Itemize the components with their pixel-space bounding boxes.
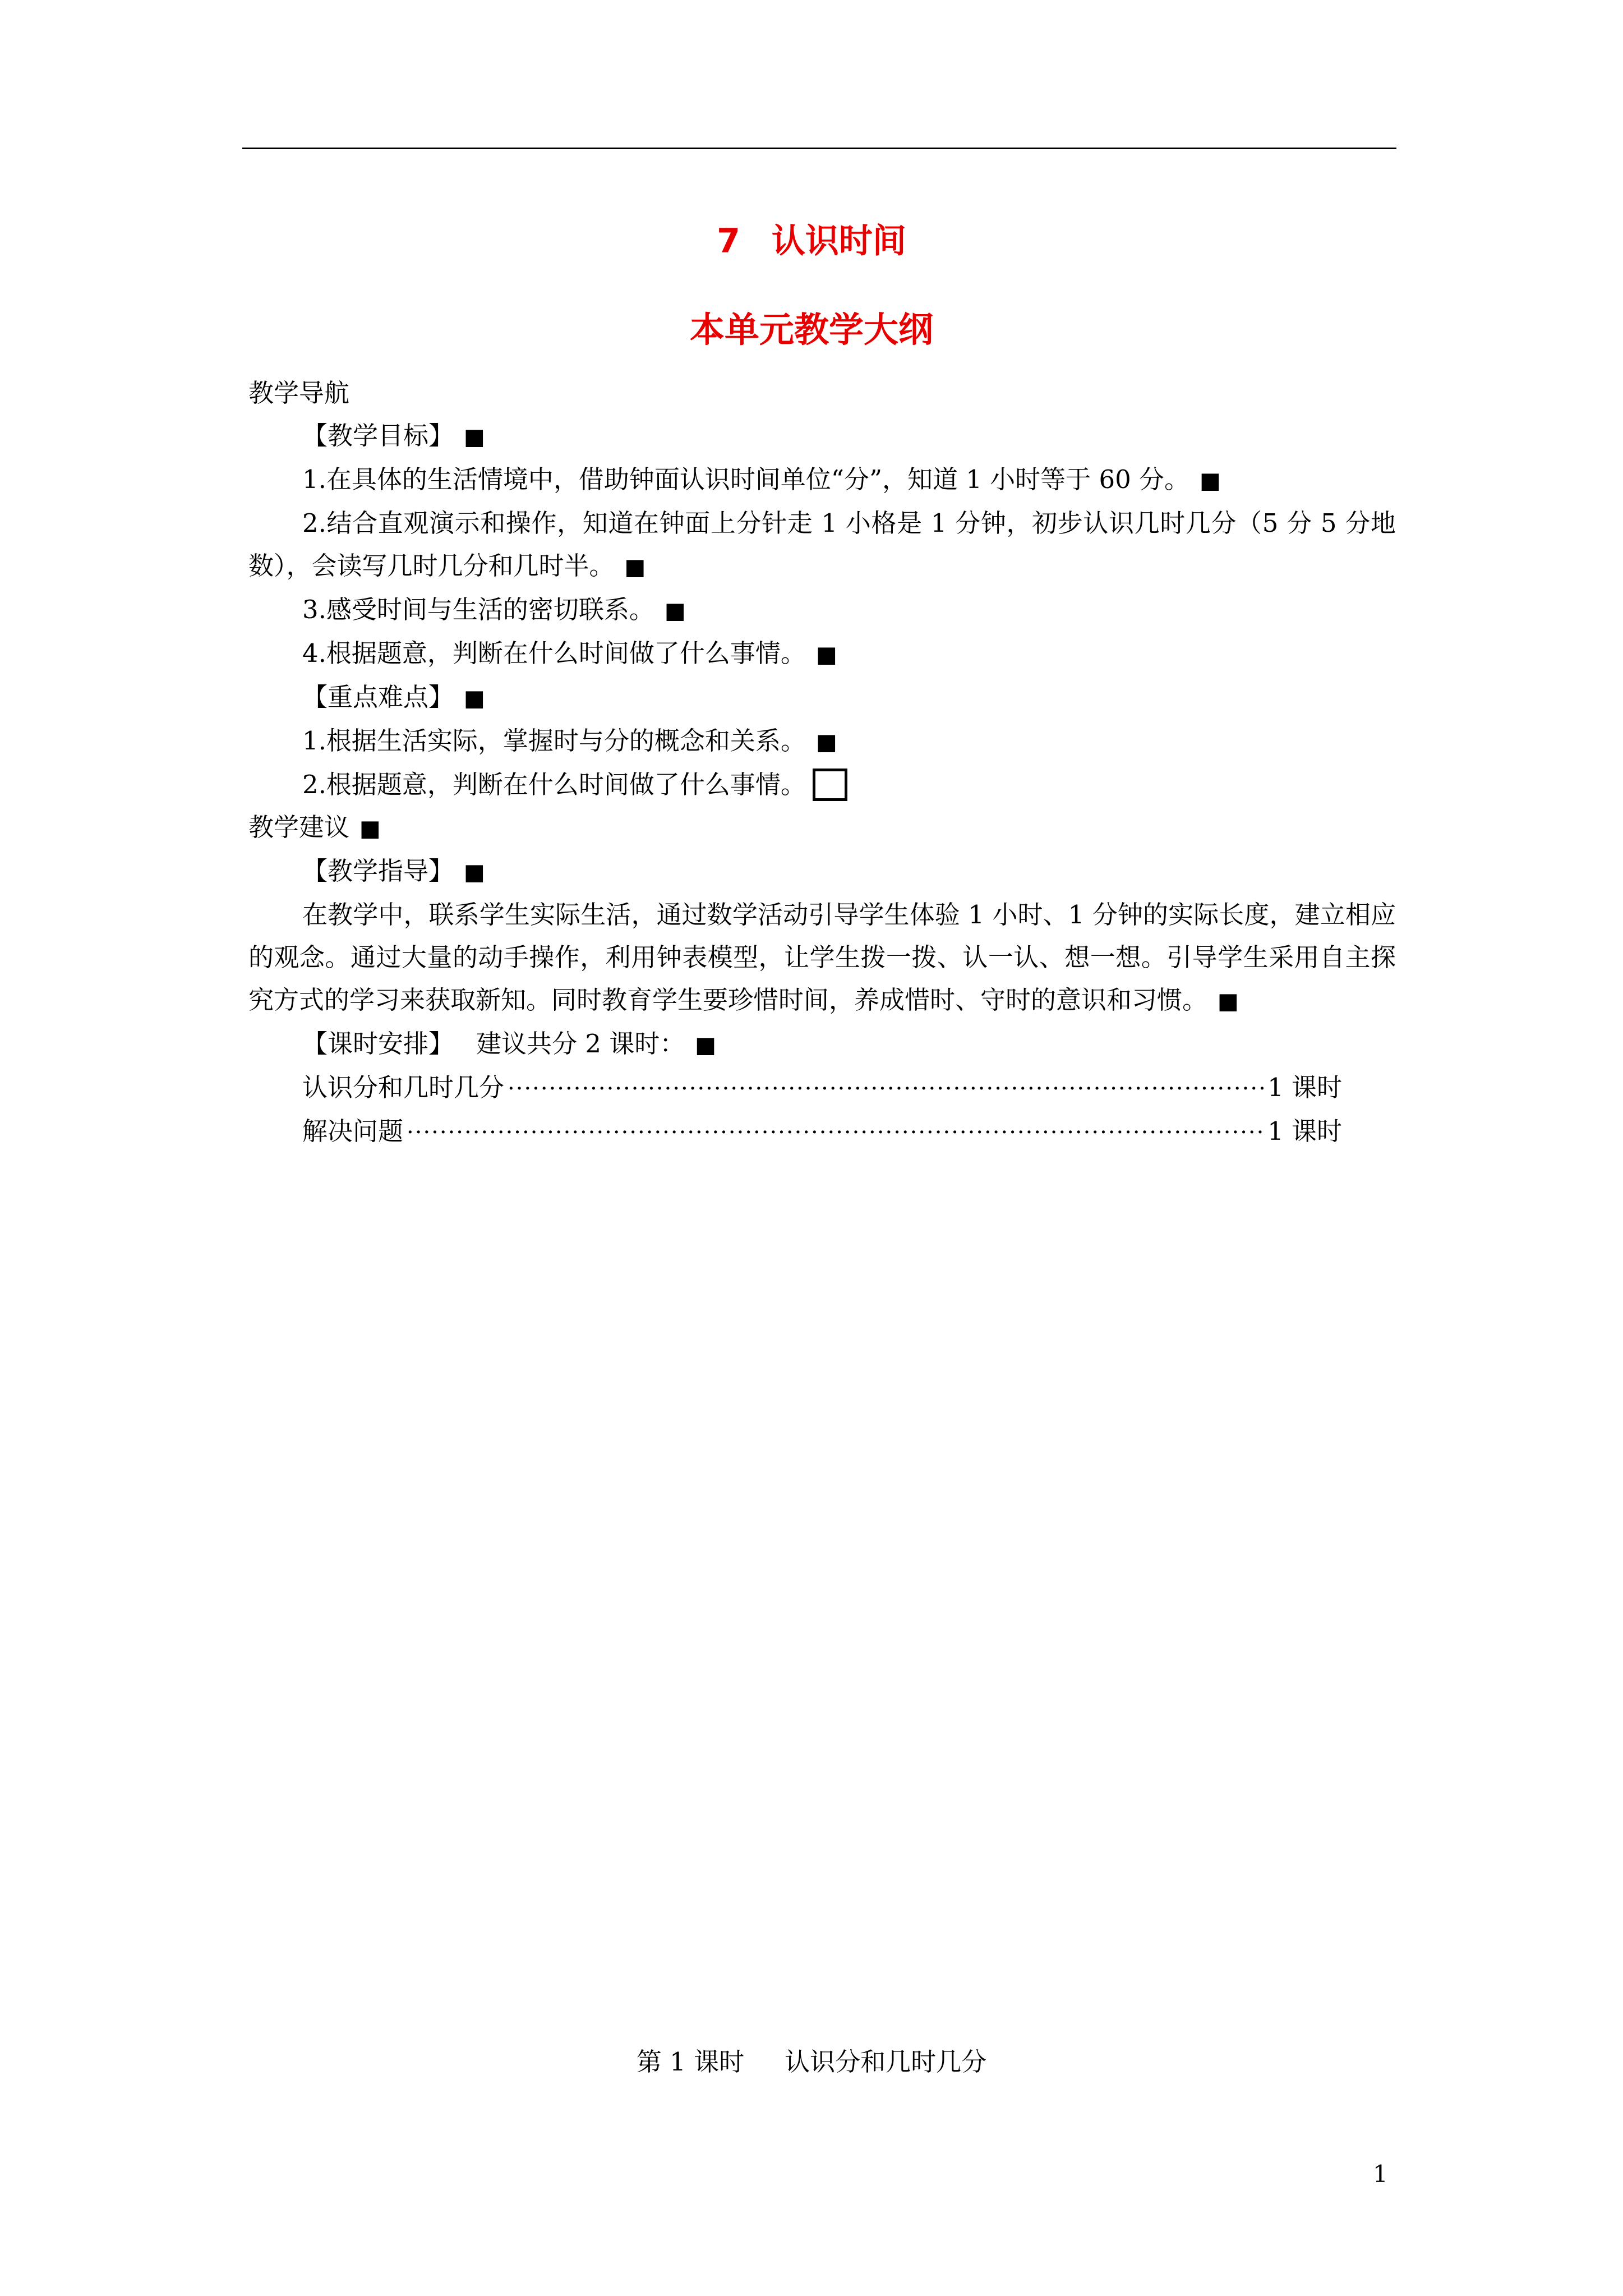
schedule-row <box>248 1110 1342 1154</box>
guidance-paragraph: 在教学中，联系学生实际生活，通过数学活动引导学生体验 1 小时、1 分钟的实际长度，建立相应的观念。通过大量的动手操作，利用钟表模型，让学生拨一拨、认一认、想一想。引导学生采用自主探究方式的学习来获取新知。同时教育学生要珍惜时间，养成惜时、守时的意识和习惯。 ■ <box>248 900 1396 1015</box>
unit-outline-title: 本单元教学大纲 <box>689 309 933 350</box>
chapter-title <box>0 213 1623 269</box>
chapter-number: 7 <box>717 222 740 261</box>
marker-icon: ■ <box>464 424 485 450</box>
goal-item: 4.根据题意，判断在什么时间做了什么事情。 ■ <box>302 638 837 668</box>
dot-leader <box>508 1068 1264 1110</box>
empty-box-icon <box>813 769 847 801</box>
schedule-row-value: 1 课时 <box>1267 1116 1342 1146</box>
marker-icon: ■ <box>664 598 686 624</box>
marker-icon: ■ <box>464 685 485 711</box>
marker-icon: ■ <box>815 729 837 755</box>
chapter-title-text: 认识时间 <box>771 222 906 261</box>
key-point-item: 1.根据生活实际，掌握时与分的概念和关系。 ■ <box>302 726 837 756</box>
schedule-row-label: 认识分和几时几分 <box>302 1073 505 1102</box>
lesson-label: 第 1 课时 <box>636 2047 745 2077</box>
marker-icon: ■ <box>464 859 485 885</box>
key-point-item: 2.根据题意，判断在什么时间做了什么事情。 <box>248 763 1396 806</box>
marker-icon: ■ <box>1200 468 1221 494</box>
dot-leader <box>407 1111 1264 1154</box>
marker-icon: ■ <box>695 1032 717 1058</box>
goals-heading: 【教学目标】 ■ <box>302 421 485 450</box>
section-heading-suggestions: 教学建议 ■ <box>248 812 381 842</box>
goal-item: 2.结合直观演示和操作，知道在钟面上分针走 1 小格是 1 分钟，初步认识几时几分（5 分 5 分地数），会读写几时几分和几时半。 ■ <box>248 508 1396 581</box>
schedule-row-label: 解决问题 <box>302 1116 404 1146</box>
document-body <box>248 372 1396 1154</box>
section-heading-navigation: 教学导航 <box>248 378 350 408</box>
guidance-heading: 【教学指导】 ■ <box>302 856 485 886</box>
lesson-title: 认识分和几时几分 <box>785 2047 987 2077</box>
lesson-heading <box>0 2041 1623 2083</box>
marker-icon: ■ <box>624 554 646 580</box>
schedule-note: 建议共分 2 课时： <box>476 1029 685 1059</box>
goal-item: 3.感受时间与生活的密切联系。 ■ <box>302 595 686 624</box>
marker-icon: ■ <box>359 816 381 841</box>
schedule-row <box>248 1066 1342 1110</box>
key-points-heading: 【重点难点】 ■ <box>302 682 485 712</box>
goal-item: 1.在具体的生活情境中，借助钟面认识时间单位“分”，知道 1 小时等于 60 分。 ■ <box>302 464 1221 494</box>
page-number: 1 <box>1373 2160 1388 2188</box>
schedule-heading: 【课时安排】 建议共分 2 课时： ■ <box>302 1029 717 1059</box>
marker-icon: ■ <box>815 642 837 668</box>
header-rule <box>242 148 1396 149</box>
schedule-row-value: 1 课时 <box>1267 1073 1342 1102</box>
marker-icon: ■ <box>1218 988 1239 1014</box>
